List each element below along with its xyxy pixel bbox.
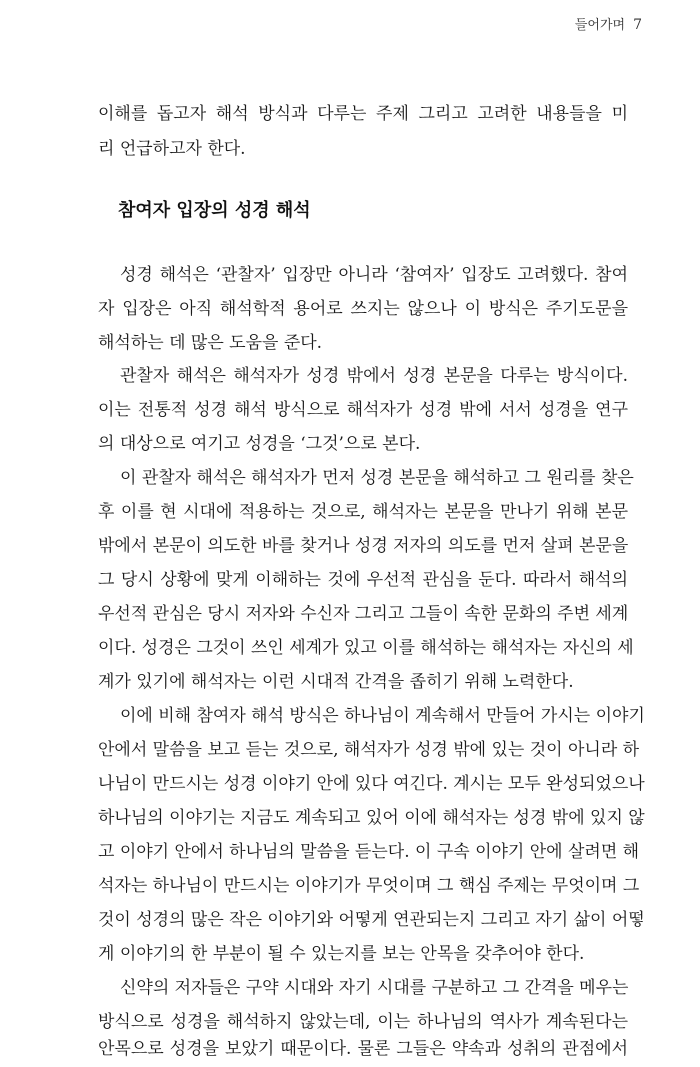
paragraph-line: 고 이야기 안에서 하나님의 말씀을 듣는다. 이 구속 이야기 안에 살려면 해 — [98, 842, 640, 862]
paragraph-line: 방식으로 성경을 해석하지 않았는데, 이는 하나님의 역사가 계속된다는 — [98, 1012, 628, 1032]
running-header — [575, 14, 642, 33]
paragraph-line: 이는 전통적 성경 해석 방식으로 해석자가 성경 밖에 서서 성경을 연구 — [98, 400, 628, 420]
paragraph-line: 우선적 관심은 당시 저자와 수신자 그리고 그들이 속한 문화의 주변 세계 — [98, 604, 629, 624]
paragraph-line: 밖에서 본문이 의도한 바를 찾거나 성경 저자의 의도를 먼저 살펴 본문을 — [98, 536, 629, 556]
paragraph-line: 이다. 성경은 그것이 쓰인 세계가 있고 이를 해석하는 해석자는 자신의 세 — [98, 638, 634, 658]
page-number: 7 — [633, 17, 642, 33]
paragraph-line: 성경 해석은 ‘관찰자’ 입장만 아니라 ‘참여자’ 입장도 고려했다. 참여 — [120, 265, 628, 285]
paragraph-line: 석자는 하나님이 만드시는 이야기가 무엇이며 그 핵심 주제는 무엇이며 그 — [98, 876, 640, 896]
intro-line: 이해를 돕고자 해석 방식과 다루는 주제 그리고 고려한 내용들을 미 — [98, 104, 628, 124]
paragraph-line: 안목으로 성경을 보았기 때문이다. 물론 그들은 약속과 성취의 관점에서 — [98, 1039, 628, 1059]
paragraph-line: 이 관찰자 해석은 해석자가 먼저 성경 본문을 해석하고 그 원리를 찾은 — [120, 468, 634, 488]
section-heading: 참여자 입장의 성경 해석 — [118, 200, 311, 221]
paragraph-line: 것이 성경의 많은 작은 이야기와 어떻게 연관되는지 그리고 자기 삶이 어떻 — [98, 910, 645, 930]
paragraph-line: 그 당시 상황에 맞게 이해하는 것에 우선적 관심을 둔다. 따라서 해석의 — [98, 570, 628, 590]
paragraph-line: 계가 있기에 해석자는 이런 시대적 간격을 좁히기 위해 노력한다. — [98, 672, 574, 692]
chapter-title: 들어가며 — [574, 18, 626, 33]
paragraph-line: 안에서 말씀을 보고 듣는 것으로, 해석자가 성경 밖에 있는 것이 아니라 하 — [98, 740, 640, 760]
paragraph-line: 해석하는 데 많은 도움을 준다. — [98, 333, 323, 353]
paragraph-line: 자 입장은 아직 해석학적 용어로 쓰지는 않으나 이 방식은 주기도문을 — [98, 299, 628, 319]
paragraph-line: 후 이를 현 시대에 적용하는 것으로, 해석자는 본문을 만나기 위해 본문 — [98, 502, 628, 522]
paragraph-line: 이에 비해 참여자 해석 방식은 하나님이 계속해서 만들어 가시는 이야기 — [120, 706, 645, 726]
paragraph-line: 신약의 저자들은 구약 시대와 자기 시대를 구분하고 그 간격을 메우는 — [120, 978, 629, 998]
intro-line: 리 언급하고자 한다. — [98, 139, 246, 159]
paragraph-line: 나님이 만드시는 성경 이야기 안에 있다 여긴다. 계시는 모두 완성되었으나 — [98, 774, 645, 794]
paragraph-line: 게 이야기의 한 부분이 될 수 있는지를 보는 안목을 갖추어야 한다. — [98, 944, 585, 964]
paragraph-line: 의 대상으로 여기고 성경을 ‘그것’으로 본다. — [98, 434, 421, 454]
paragraph-line: 하나님의 이야기는 지금도 계속되고 있어 이에 해석자는 성경 밖에 있지 않 — [98, 808, 645, 828]
paragraph-line: 관찰자 해석은 해석자가 성경 밖에서 성경 본문을 다루는 방식이다. — [120, 366, 628, 386]
